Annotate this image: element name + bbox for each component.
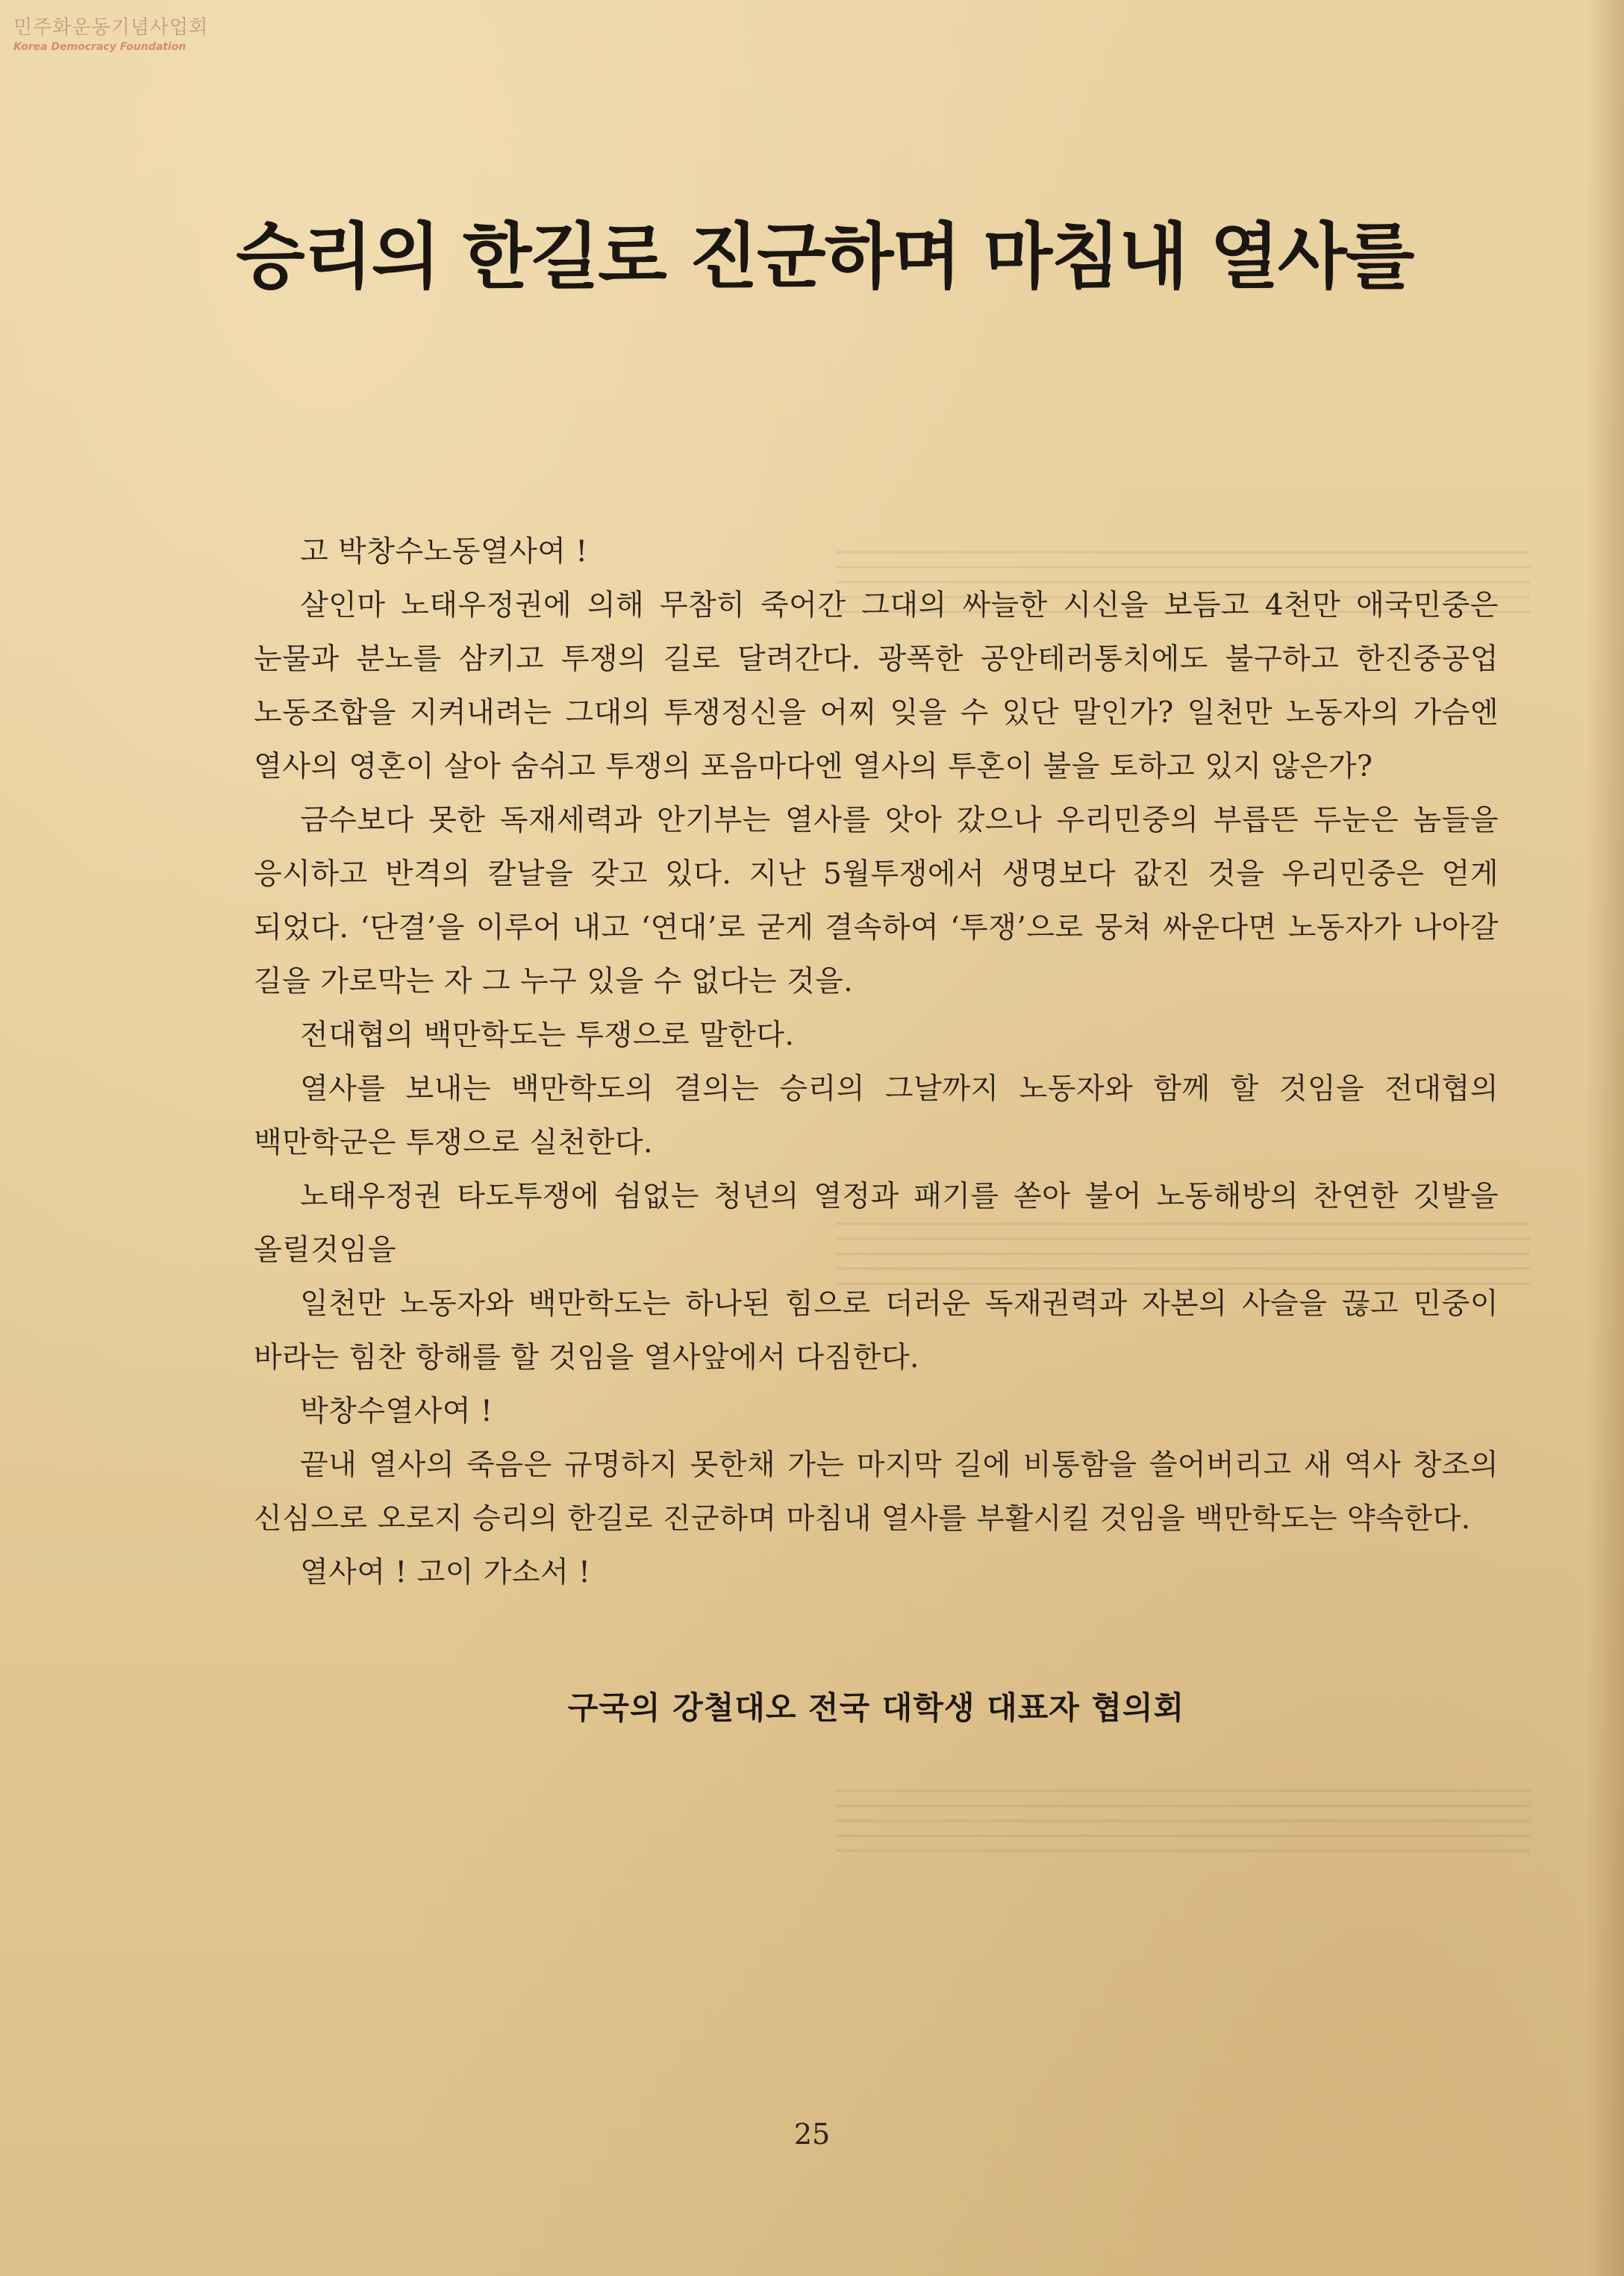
paragraph: 고 박창수노동열사여 !	[300, 535, 588, 569]
paragraph: 일천만 노동자와 백만학도는 하나된 힘으로 더러운 독재권력과 자본의 사슬을 끊고 민중이 바라는 힘찬 항해를 할 것임을 열사앞에서 다짐한다.	[254, 1287, 1499, 1375]
watermark-english-text: Korea Democracy Foundation	[13, 41, 187, 53]
paragraph: 열사여 ! 고이 가소서 !	[300, 1556, 591, 1589]
paragraph: 노태우정권 타도투쟁에 쉼없는 청년의 열정과 패기를 쏟아 불어 노동해방의 찬연한 깃발을 올릴것임을	[254, 1180, 1499, 1267]
page-number: 25	[793, 2118, 831, 2151]
body-text	[254, 525, 1499, 1600]
paragraph: 열사를 보내는 백만학도의 결의는 승리의 그날까지 노동자와 함께 할 것임을 전대협의 백만학군은 투쟁으로 실천한다.	[254, 1072, 1499, 1160]
paragraph: 박창수열사여 !	[300, 1395, 493, 1428]
signature: 구국의 강철대오 전국 대학생 대표자 협의회	[567, 1689, 1185, 1726]
watermark-logo	[13, 12, 237, 53]
paragraph: 살인마 노태우정권에 의해 무참히 죽어간 그대의 싸늘한 시신을 보듬고 4천만 애국민중은 눈물과 분노를 삼키고 투쟁의 길로 달려간다. 광폭한 공안테러통치에도 불구하고 한진중공업 노동조합을 지켜내려는 그대의 투쟁정신을 어찌 잊을 수 있단 말인가? 일천만 노동자의 가슴엔 열사의 영혼이 살아 숨쉬고 투쟁의 포음마다엔 열사의 투혼이 불을 토하고 있지 않은가?	[254, 589, 1499, 784]
paragraph: 전대협의 백만학도는 투쟁으로 말한다.	[300, 1019, 795, 1052]
paragraph: 끝내 열사의 죽음은 규명하지 못한채 가는 마지막 길에 비통함을 쓸어버리고 새 역사 창조의 신심으로 오로지 승리의 한길로 진군하며 마침내 열사를 부활시킬 것임을 백만학도는 약속한다.	[254, 1448, 1499, 1536]
paragraph: 금수보다 못한 독재세력과 안기부는 열사를 앗아 갔으나 우리민중의 부릅뜬 두눈은 놈들을 응시하고 반격의 칼날을 갖고 있다. 지난 5월투쟁에서 생명보다 값진 것을 우리민중은 얻게 되었다. ‘단결’을 이루어 내고 ‘연대’로 굳게 결속하여 ‘투쟁’으로 뭉쳐 싸운다면 노동자가 나아갈 길을 가로막는 자 그 누구 있을 수 없다는 것을.	[254, 804, 1499, 998]
page-title: 승리의 한길로 진군하며 마침내 열사를	[236, 215, 1414, 298]
page-edge-shadow	[1587, 0, 1624, 2276]
watermark-korean-text: 민주화운동기념사업회	[13, 16, 209, 39]
